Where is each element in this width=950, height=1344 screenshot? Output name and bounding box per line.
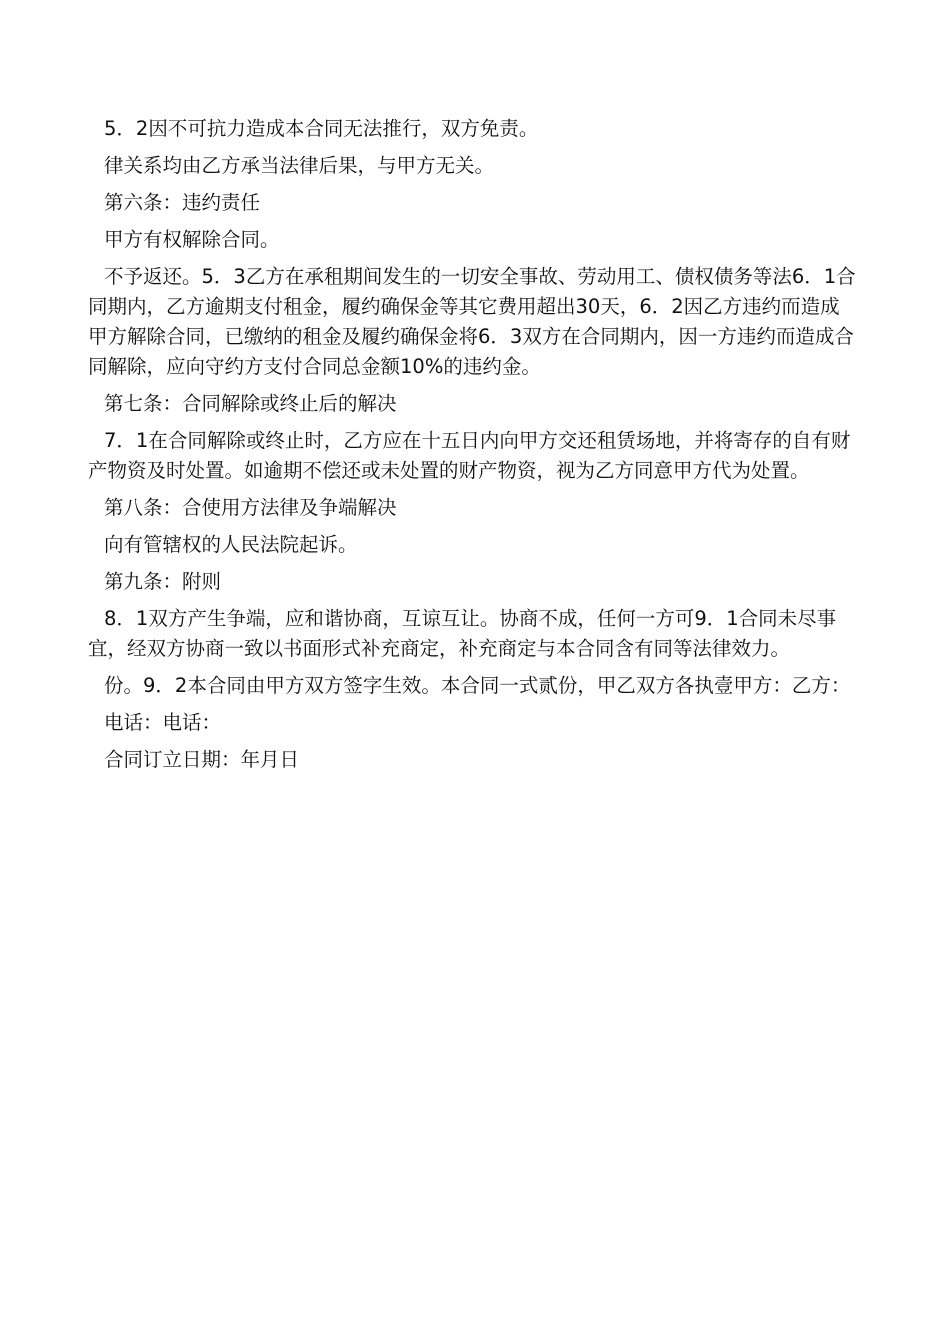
paragraph-termination-right: 甲方有权解除合同。 [104, 228, 280, 251]
paragraph-sign-date: 合同订立日期：年月日 [104, 748, 300, 771]
heading-article-7: 第七条：合同解除或终止后的解决 [104, 392, 397, 415]
paragraph-court: 向有管辖权的人民法院起诉。 [104, 533, 358, 556]
paragraph-legal-consequences: 律关系均由乙方承当法律后果，与甲方无关。 [104, 154, 495, 177]
paragraph-handover: 7．1在合同解除或终止时，乙方应在十五日内向甲方交还租赁场地，并将寄存的自有财产物资及时处置。如逾期不偿还或未处置的财产物资，视为乙方同意甲方代为处置。 [88, 429, 851, 482]
paragraph-copies-signature: 份。9．2本合同由甲方双方签字生效。本合同一式贰份，甲乙双方各执壹甲方：乙方： [104, 674, 851, 697]
paragraph-breach-terms: 不予返还。5．3乙方在承租期间发生的一切安全事故、劳动用工、债权债务等法6．1合同期内，乙方逾期支付租金，履约确保金等其它费用超出30天，6．2因乙方违约而造成甲方解除合同，已缴纳的租金及履约确保金将6．3双方在合同期内，因一方违约而造成合同解除，应向守约方支付合同总金额10%的违约金。 [88, 265, 856, 378]
paragraph-dispute-supplement: 8．1双方产生争端，应和谐协商，互谅互让。协商不成，任何一方可9．1合同未尽事宜，经双方协商一致以书面形式补充商定，补充商定与本合同含有同等法律效力。 [88, 607, 837, 660]
heading-article-6: 第六条：违约责任 [104, 191, 261, 214]
paragraph-force-majeure: 5．2因不可抗力造成本合同无法推行，双方免责。 [104, 117, 539, 140]
paragraph-phone: 电话：电话： [104, 711, 222, 734]
heading-article-9: 第九条：附则 [104, 570, 222, 593]
document-body [88, 114, 858, 782]
heading-article-8: 第八条：合使用方法律及争端解决 [104, 496, 397, 519]
